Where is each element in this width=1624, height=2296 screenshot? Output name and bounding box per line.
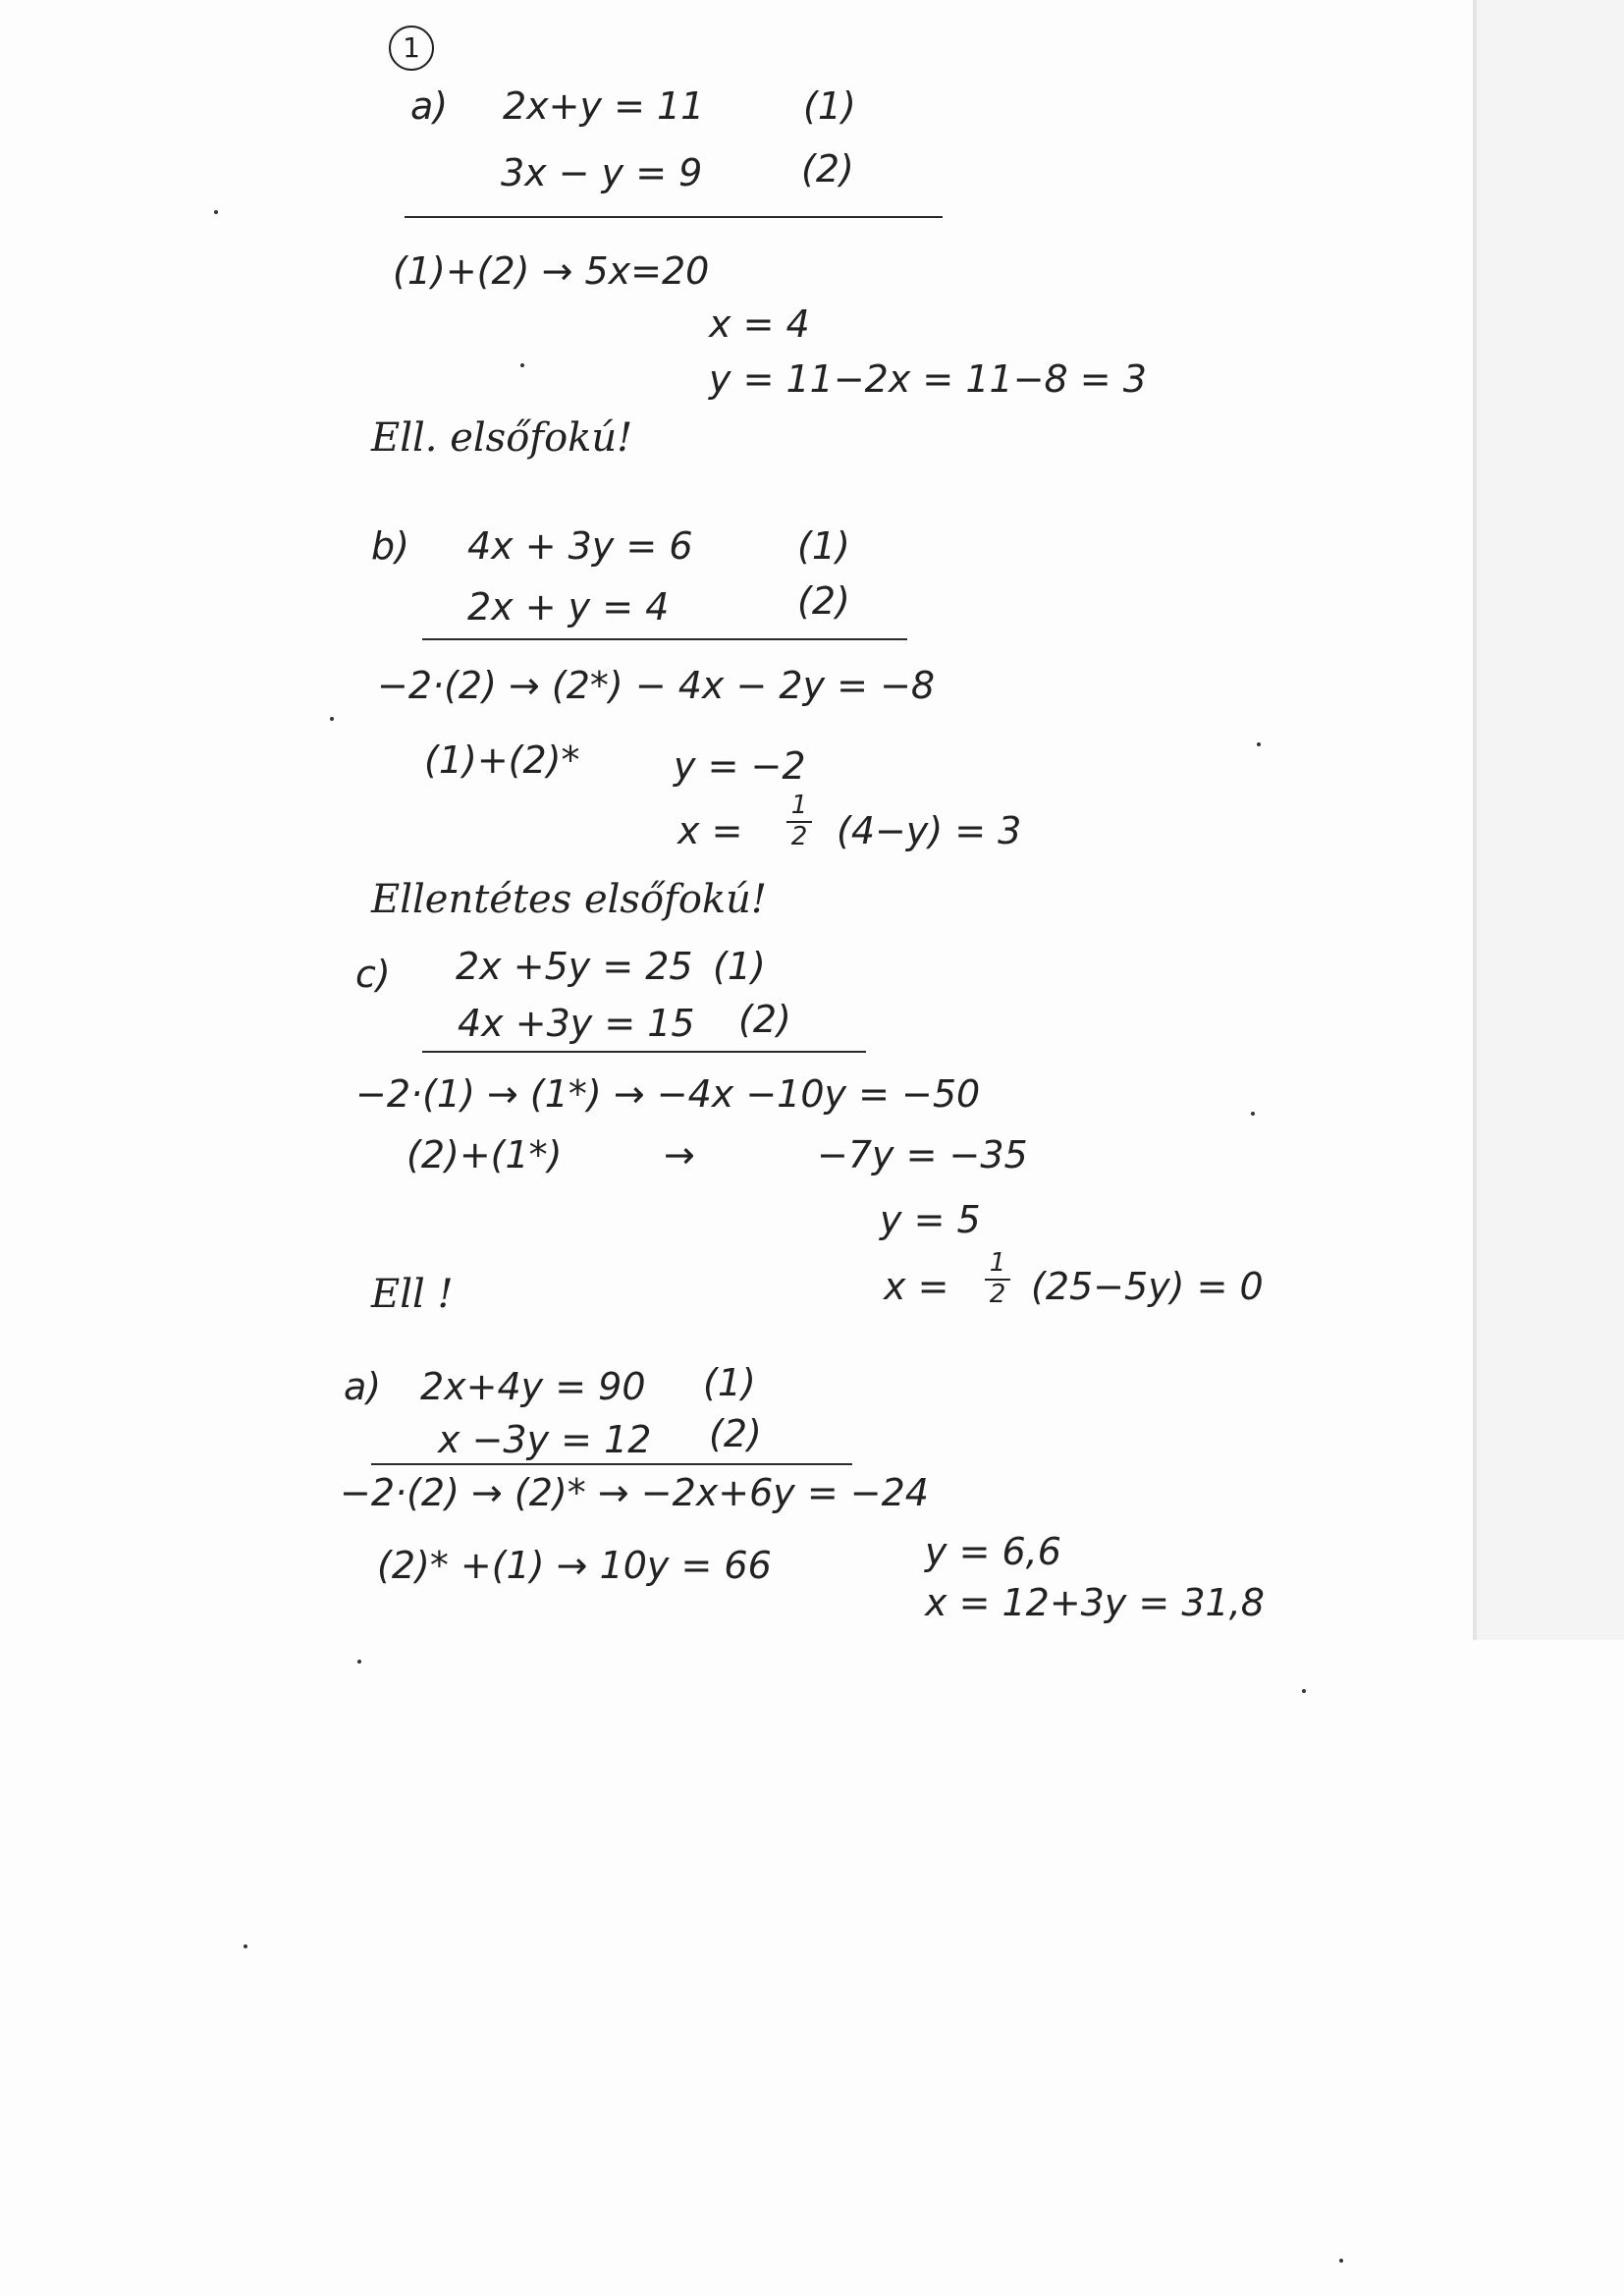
c-divider xyxy=(422,1051,866,1053)
scan-speck xyxy=(330,717,334,721)
a1-label: a) xyxy=(410,84,449,128)
a1-tag-1: (1) xyxy=(803,84,856,128)
b-step-3-suffix: (4−y) = 3 xyxy=(837,809,1022,852)
a2-step-4: x = 12+3y = 31,8 xyxy=(925,1581,1265,1624)
a2-equation-1: 2x+4y = 90 xyxy=(420,1365,646,1408)
b-tag-1: (1) xyxy=(797,524,850,568)
c-step-1: −2·(1) → (1*) → −4x −10y = −50 xyxy=(355,1072,981,1116)
scan-speck xyxy=(520,363,524,367)
c-label: c) xyxy=(355,953,391,996)
a2-step-1: −2·(2) → (2)* → −2x+6y = −24 xyxy=(340,1471,929,1514)
a1-equation-1: 2x+y = 11 xyxy=(503,84,705,128)
c-step-2-arrow: → xyxy=(664,1133,695,1176)
scan-speck xyxy=(1257,742,1261,746)
a1-step-3: y = 11−2x = 11−8 = 3 xyxy=(709,357,1147,401)
b-equation-2: 2x + y = 4 xyxy=(467,585,670,629)
a2-step-3: y = 6,6 xyxy=(925,1530,1061,1573)
b-divider xyxy=(422,638,907,640)
c-fraction-numerator: 1 xyxy=(989,1248,1006,1278)
scan-speck xyxy=(214,210,218,214)
scan-speck xyxy=(357,1660,361,1664)
c-tag-2: (2) xyxy=(738,998,791,1041)
problem-number-circle: 1 xyxy=(389,26,434,71)
b-step-1: −2·(2) → (2*) − 4x − 2y = −8 xyxy=(377,664,936,707)
c-equation-1: 2x +5y = 25 xyxy=(456,945,693,988)
a1-equation-2: 3x − y = 9 xyxy=(501,151,703,194)
a2-label: a) xyxy=(344,1365,382,1408)
a1-note: Ell. elsőfokú! xyxy=(371,415,633,461)
a2-step-2: (2)* +(1) → 10y = 66 xyxy=(377,1544,772,1587)
c-step-3: y = 5 xyxy=(880,1198,981,1241)
b-fraction-denominator: 2 xyxy=(790,822,808,851)
scan-speck xyxy=(1339,2259,1343,2263)
scan-edge-line xyxy=(1473,0,1477,1640)
b-fraction-numerator: 1 xyxy=(790,791,808,820)
a2-tag-2: (2) xyxy=(709,1412,762,1455)
b-step-2-right: y = −2 xyxy=(674,744,806,788)
a1-divider xyxy=(405,216,943,218)
b-label: b) xyxy=(371,524,409,568)
scan-margin xyxy=(1477,0,1624,1640)
c-note: Ell ! xyxy=(371,1272,454,1317)
b-note: Ellentétes elsőfokú! xyxy=(371,877,767,922)
a2-tag-1: (1) xyxy=(703,1361,756,1404)
scan-speck xyxy=(244,1944,247,1948)
a2-equation-2: x −3y = 12 xyxy=(438,1418,652,1461)
c-step-2-left: (2)+(1*) xyxy=(406,1133,563,1176)
c-fraction-denominator: 2 xyxy=(989,1280,1006,1309)
a2-divider xyxy=(371,1463,852,1465)
scan-speck xyxy=(1251,1112,1255,1116)
b-equation-1: 4x + 3y = 6 xyxy=(467,524,693,568)
a1-step-2: x = 4 xyxy=(709,302,810,346)
c-equation-2: 4x +3y = 15 xyxy=(458,1002,695,1045)
b-step-2-left: (1)+(2)* xyxy=(424,738,580,782)
c-tag-1: (1) xyxy=(713,945,766,988)
c-step-4-suffix: (25−5y) = 0 xyxy=(1031,1265,1264,1308)
c-step-2-right: −7y = −35 xyxy=(817,1133,1028,1176)
c-step-4-prefix: x = xyxy=(884,1265,949,1308)
a1-tag-2: (2) xyxy=(801,147,854,191)
scan-speck xyxy=(1302,1689,1306,1693)
b-tag-2: (2) xyxy=(797,579,850,623)
a1-step-1: (1)+(2) → 5x=20 xyxy=(393,249,710,293)
b-step-3-prefix: x = xyxy=(677,809,743,852)
